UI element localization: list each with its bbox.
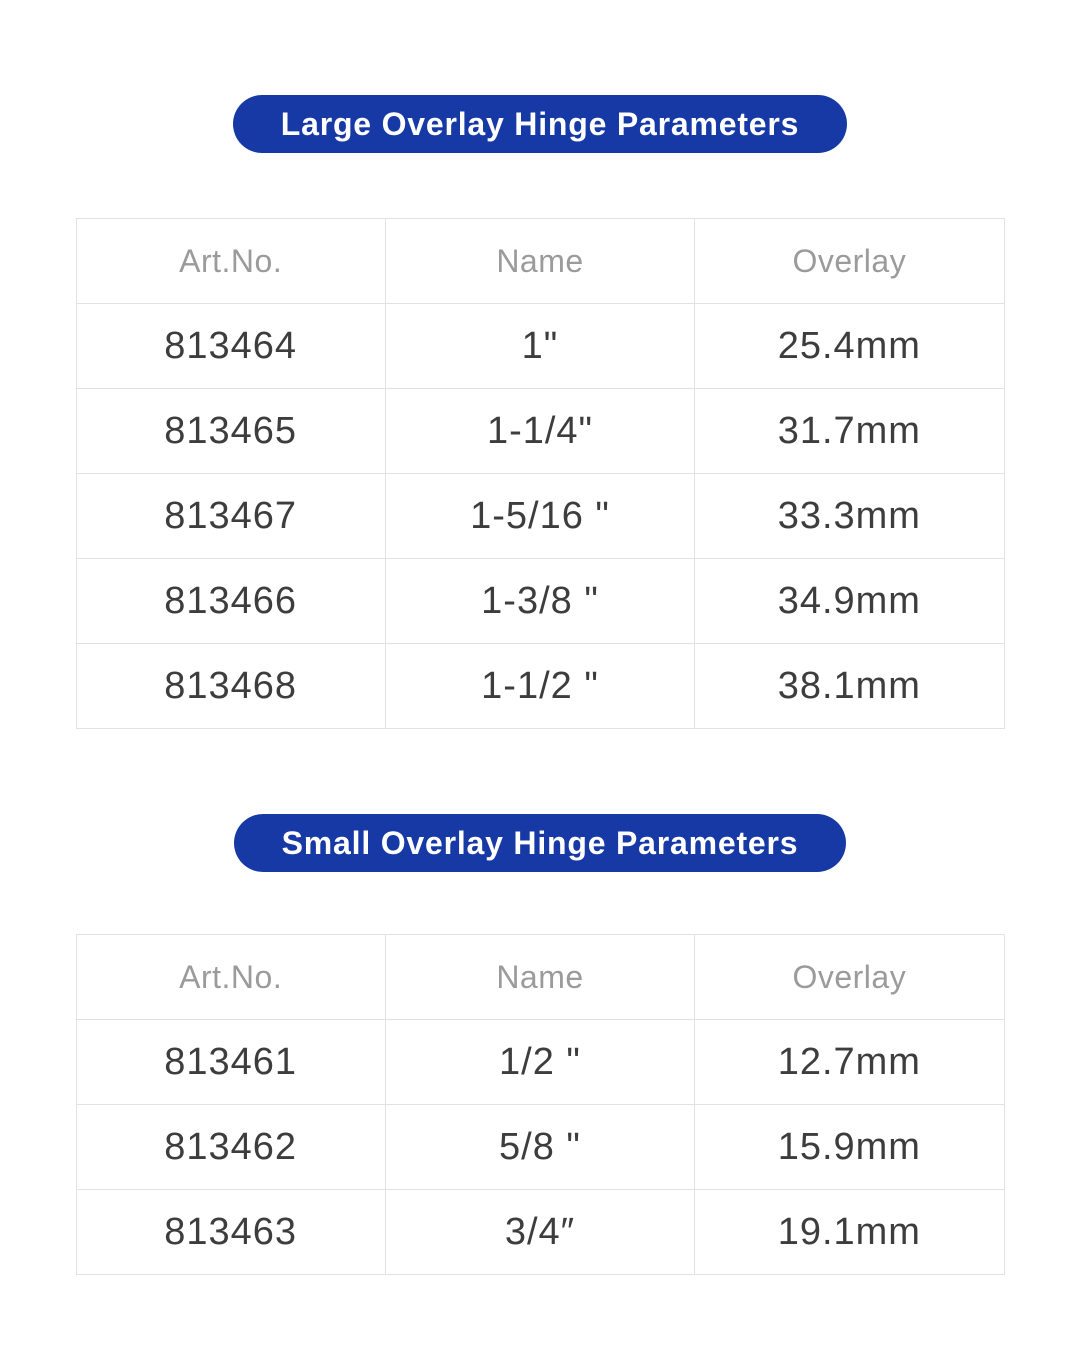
overlay-cell: 15.9mm [695,1105,1004,1190]
art-no-cell: 813462 [76,1105,385,1190]
name-cell: 1-1/2 " [385,644,694,729]
table-row [76,474,1004,559]
name-cell: 3/4″ [385,1190,694,1275]
name-cell: 1" [385,304,694,389]
small-overlay-section-title: Small Overlay Hinge Parameters [234,814,847,872]
overlay-cell: 25.4mm [695,304,1004,389]
large-overlay-section [0,95,1080,729]
column-header-overlay: Overlay [695,935,1004,1020]
art-no-cell: 813468 [76,644,385,729]
art-no-cell: 813463 [76,1190,385,1275]
overlay-cell: 34.9mm [695,559,1004,644]
column-header-overlay: Overlay [695,219,1004,304]
table-row [76,559,1004,644]
column-header-name: Name [385,935,694,1020]
large-overlay-title-row [0,95,1080,153]
overlay-cell: 38.1mm [695,644,1004,729]
table-row [76,1020,1004,1105]
small-overlay-table [76,934,1005,1275]
art-no-cell: 813464 [76,304,385,389]
column-header-art-no: Art.No. [76,935,385,1020]
overlay-cell: 19.1mm [695,1190,1004,1275]
name-cell: 1/2 " [385,1020,694,1105]
large-overlay-section-title: Large Overlay Hinge Parameters [233,95,847,153]
art-no-cell: 813465 [76,389,385,474]
column-header-name: Name [385,219,694,304]
name-cell: 1-5/16 " [385,474,694,559]
art-no-cell: 813461 [76,1020,385,1105]
small-overlay-title-row [0,814,1080,872]
overlay-cell: 31.7mm [695,389,1004,474]
table-row [76,1105,1004,1190]
name-cell: 1-1/4" [385,389,694,474]
column-header-art-no: Art.No. [76,219,385,304]
table-header-row [76,935,1004,1020]
small-overlay-section [0,814,1080,1275]
table-row [76,304,1004,389]
art-no-cell: 813466 [76,559,385,644]
table-row [76,389,1004,474]
name-cell: 1-3/8 " [385,559,694,644]
table-header-row [76,219,1004,304]
table-row [76,644,1004,729]
overlay-cell: 12.7mm [695,1020,1004,1105]
overlay-cell: 33.3mm [695,474,1004,559]
name-cell: 5/8 " [385,1105,694,1190]
art-no-cell: 813467 [76,474,385,559]
large-overlay-table [76,218,1005,729]
table-row [76,1190,1004,1275]
